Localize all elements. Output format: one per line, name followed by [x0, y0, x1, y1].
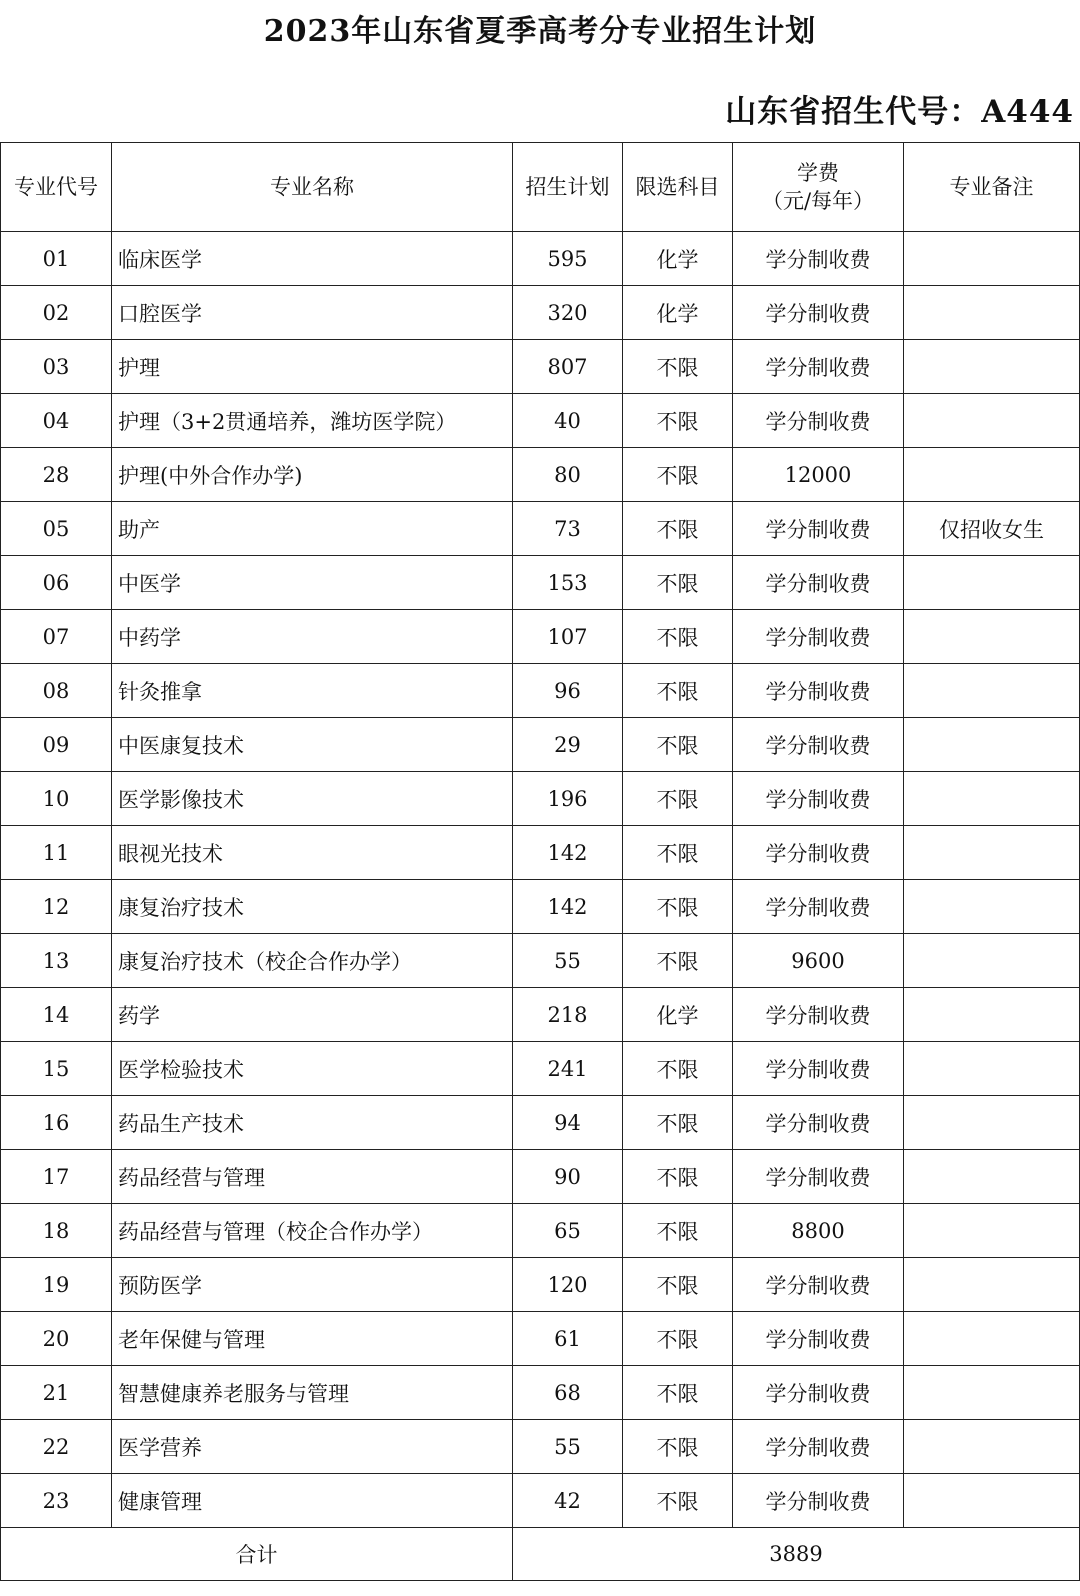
- cell-name: 健康管理: [112, 1474, 513, 1528]
- cell-code: 12: [1, 880, 112, 934]
- cell-name: 中医康复技术: [112, 718, 513, 772]
- cell-fee: 学分制收费: [733, 664, 904, 718]
- table-row: [1, 556, 1080, 610]
- cell-plan: 320: [513, 286, 623, 340]
- header-plan: 招生计划: [513, 143, 623, 232]
- cell-remark: [904, 1204, 1080, 1258]
- cell-remark: [904, 988, 1080, 1042]
- table-row: [1, 232, 1080, 286]
- enrollment-plan-table: [0, 142, 1080, 1581]
- cell-subject: 不限: [623, 880, 733, 934]
- cell-subject: 不限: [623, 664, 733, 718]
- table-row: [1, 394, 1080, 448]
- table-row: [1, 1474, 1080, 1528]
- cell-remark: [904, 772, 1080, 826]
- table-header-row: [1, 143, 1080, 232]
- table-row: [1, 1420, 1080, 1474]
- cell-plan: 29: [513, 718, 623, 772]
- cell-fee: 学分制收费: [733, 394, 904, 448]
- cell-subject: 不限: [623, 610, 733, 664]
- cell-name: 康复治疗技术: [112, 880, 513, 934]
- cell-fee: 学分制收费: [733, 1474, 904, 1528]
- cell-subject: 不限: [623, 556, 733, 610]
- cell-fee: 学分制收费: [733, 826, 904, 880]
- cell-fee: 学分制收费: [733, 880, 904, 934]
- cell-plan: 61: [513, 1312, 623, 1366]
- cell-subject: 不限: [623, 1204, 733, 1258]
- cell-code: 11: [1, 826, 112, 880]
- table-row: [1, 286, 1080, 340]
- cell-name: 中药学: [112, 610, 513, 664]
- table-row: [1, 448, 1080, 502]
- cell-code: 09: [1, 718, 112, 772]
- cell-plan: 142: [513, 826, 623, 880]
- table-row: [1, 664, 1080, 718]
- table-row: [1, 772, 1080, 826]
- cell-name: 老年保健与管理: [112, 1312, 513, 1366]
- cell-code: 21: [1, 1366, 112, 1420]
- cell-code: 04: [1, 394, 112, 448]
- cell-subject: 化学: [623, 988, 733, 1042]
- cell-remark: [904, 556, 1080, 610]
- cell-code: 05: [1, 502, 112, 556]
- header-fee: [733, 143, 904, 232]
- cell-name: 药学: [112, 988, 513, 1042]
- cell-subject: 不限: [623, 1258, 733, 1312]
- cell-subject: 不限: [623, 934, 733, 988]
- table-row: [1, 1366, 1080, 1420]
- cell-name: 药品经营与管理: [112, 1150, 513, 1204]
- cell-subject: 不限: [623, 1150, 733, 1204]
- cell-fee: 学分制收费: [733, 718, 904, 772]
- table-row: [1, 880, 1080, 934]
- cell-code: 02: [1, 286, 112, 340]
- cell-fee: 学分制收费: [733, 286, 904, 340]
- cell-plan: 96: [513, 664, 623, 718]
- table-row: [1, 826, 1080, 880]
- cell-subject: 不限: [623, 826, 733, 880]
- cell-plan: 94: [513, 1096, 623, 1150]
- header-subject: 限选科目: [623, 143, 733, 232]
- cell-plan: 241: [513, 1042, 623, 1096]
- cell-plan: 120: [513, 1258, 623, 1312]
- header-fee-line1: 学费: [797, 161, 839, 185]
- cell-fee: 学分制收费: [733, 1150, 904, 1204]
- cell-code: 06: [1, 556, 112, 610]
- total-value: 3889: [513, 1528, 1080, 1581]
- cell-plan: 42: [513, 1474, 623, 1528]
- cell-name: 眼视光技术: [112, 826, 513, 880]
- cell-remark: [904, 718, 1080, 772]
- cell-plan: 55: [513, 1420, 623, 1474]
- cell-remark: [904, 826, 1080, 880]
- cell-plan: 40: [513, 394, 623, 448]
- table-row: [1, 1150, 1080, 1204]
- cell-name: 康复治疗技术（校企合作办学）: [112, 934, 513, 988]
- cell-fee: 9600: [733, 934, 904, 988]
- cell-remark: [904, 610, 1080, 664]
- cell-plan: 595: [513, 232, 623, 286]
- table-row: [1, 340, 1080, 394]
- cell-subject: 不限: [623, 340, 733, 394]
- cell-name: 医学检验技术: [112, 1042, 513, 1096]
- cell-remark: [904, 664, 1080, 718]
- cell-code: 22: [1, 1420, 112, 1474]
- cell-remark: [904, 448, 1080, 502]
- cell-fee: 学分制收费: [733, 1420, 904, 1474]
- cell-subject: 不限: [623, 448, 733, 502]
- cell-subject: 化学: [623, 232, 733, 286]
- cell-name: 医学影像技术: [112, 772, 513, 826]
- cell-plan: 65: [513, 1204, 623, 1258]
- cell-code: 18: [1, 1204, 112, 1258]
- cell-name: 护理: [112, 340, 513, 394]
- cell-subject: 不限: [623, 1366, 733, 1420]
- cell-name: 智慧健康养老服务与管理: [112, 1366, 513, 1420]
- cell-fee: 8800: [733, 1204, 904, 1258]
- cell-plan: 218: [513, 988, 623, 1042]
- cell-plan: 107: [513, 610, 623, 664]
- cell-remark: [904, 394, 1080, 448]
- cell-remark: [904, 934, 1080, 988]
- table-row: [1, 718, 1080, 772]
- cell-subject: 不限: [623, 1420, 733, 1474]
- cell-remark: [904, 1474, 1080, 1528]
- cell-fee: 学分制收费: [733, 502, 904, 556]
- cell-remark: [904, 232, 1080, 286]
- cell-name: 口腔医学: [112, 286, 513, 340]
- total-row: [1, 1528, 1080, 1581]
- cell-code: 16: [1, 1096, 112, 1150]
- cell-remark: [904, 1258, 1080, 1312]
- cell-name: 医学营养: [112, 1420, 513, 1474]
- cell-code: 03: [1, 340, 112, 394]
- cell-fee: 学分制收费: [733, 1312, 904, 1366]
- cell-remark: [904, 1042, 1080, 1096]
- table-row: [1, 1042, 1080, 1096]
- cell-remark: 仅招收女生: [904, 502, 1080, 556]
- cell-subject: 不限: [623, 772, 733, 826]
- header-code: 专业代号: [1, 143, 112, 232]
- cell-name: 护理（3+2贯通培养，潍坊医学院）: [112, 394, 513, 448]
- cell-remark: [904, 1420, 1080, 1474]
- cell-code: 14: [1, 988, 112, 1042]
- table-row: [1, 1312, 1080, 1366]
- table-row: [1, 610, 1080, 664]
- cell-remark: [904, 1366, 1080, 1420]
- cell-code: 01: [1, 232, 112, 286]
- table-row: [1, 1258, 1080, 1312]
- cell-fee: 学分制收费: [733, 772, 904, 826]
- cell-remark: [904, 1150, 1080, 1204]
- table-row: [1, 988, 1080, 1042]
- cell-name: 临床医学: [112, 232, 513, 286]
- cell-name: 中医学: [112, 556, 513, 610]
- cell-plan: 68: [513, 1366, 623, 1420]
- cell-plan: 153: [513, 556, 623, 610]
- cell-subject: 不限: [623, 1312, 733, 1366]
- cell-code: 20: [1, 1312, 112, 1366]
- cell-remark: [904, 1096, 1080, 1150]
- cell-plan: 73: [513, 502, 623, 556]
- cell-plan: 80: [513, 448, 623, 502]
- cell-code: 17: [1, 1150, 112, 1204]
- cell-fee: 学分制收费: [733, 1096, 904, 1150]
- cell-subject: 不限: [623, 1042, 733, 1096]
- cell-fee: 学分制收费: [733, 1366, 904, 1420]
- cell-subject: 化学: [623, 286, 733, 340]
- cell-code: 08: [1, 664, 112, 718]
- cell-code: 07: [1, 610, 112, 664]
- cell-plan: 807: [513, 340, 623, 394]
- table-body: [1, 232, 1080, 1528]
- cell-subject: 不限: [623, 718, 733, 772]
- cell-code: 15: [1, 1042, 112, 1096]
- cell-name: 针灸推拿: [112, 664, 513, 718]
- cell-name: 药品生产技术: [112, 1096, 513, 1150]
- cell-subject: 不限: [623, 394, 733, 448]
- cell-plan: 90: [513, 1150, 623, 1204]
- table-row: [1, 1096, 1080, 1150]
- cell-name: 护理(中外合作办学): [112, 448, 513, 502]
- cell-subject: 不限: [623, 502, 733, 556]
- cell-subject: 不限: [623, 1474, 733, 1528]
- cell-code: 23: [1, 1474, 112, 1528]
- page-title: 2023年山东省夏季高考分专业招生计划: [263, 14, 817, 49]
- cell-remark: [904, 286, 1080, 340]
- cell-fee: 学分制收费: [733, 232, 904, 286]
- cell-plan: 55: [513, 934, 623, 988]
- cell-name: 预防医学: [112, 1258, 513, 1312]
- cell-fee: 12000: [733, 448, 904, 502]
- header-remark: 专业备注: [904, 143, 1080, 232]
- total-label: 合计: [1, 1528, 513, 1581]
- cell-fee: 学分制收费: [733, 1258, 904, 1312]
- cell-fee: 学分制收费: [733, 340, 904, 394]
- table-row: [1, 1204, 1080, 1258]
- cell-remark: [904, 1312, 1080, 1366]
- header-name: 专业名称: [112, 143, 513, 232]
- cell-name: 药品经营与管理（校企合作办学）: [112, 1204, 513, 1258]
- cell-code: 19: [1, 1258, 112, 1312]
- enrollment-code: 山东省招生代号：A444: [725, 94, 1074, 130]
- cell-code: 28: [1, 448, 112, 502]
- cell-name: 助产: [112, 502, 513, 556]
- cell-remark: [904, 340, 1080, 394]
- cell-plan: 142: [513, 880, 623, 934]
- cell-remark: [904, 880, 1080, 934]
- cell-fee: 学分制收费: [733, 610, 904, 664]
- table-row: [1, 934, 1080, 988]
- header-fee-line2: （元/每年）: [761, 189, 875, 213]
- table-row: [1, 502, 1080, 556]
- cell-code: 13: [1, 934, 112, 988]
- cell-fee: 学分制收费: [733, 988, 904, 1042]
- cell-code: 10: [1, 772, 112, 826]
- cell-fee: 学分制收费: [733, 1042, 904, 1096]
- cell-fee: 学分制收费: [733, 556, 904, 610]
- cell-subject: 不限: [623, 1096, 733, 1150]
- cell-plan: 196: [513, 772, 623, 826]
